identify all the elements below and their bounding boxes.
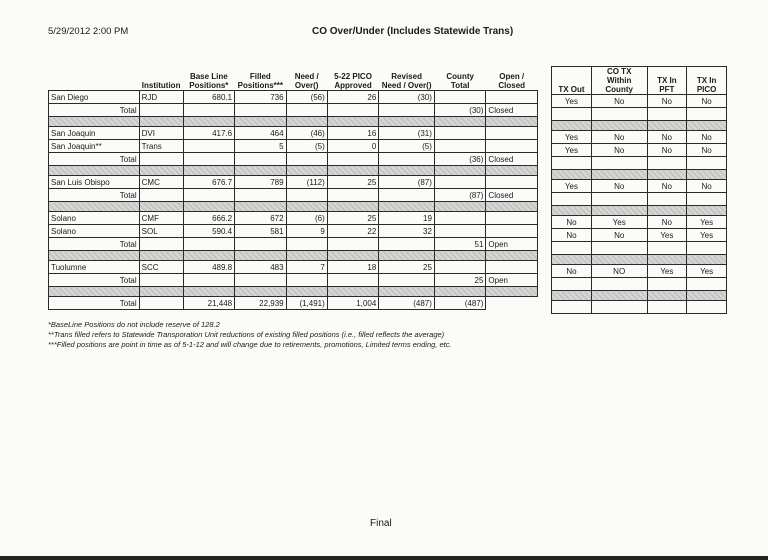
tx-pft-cell: Yes <box>647 265 687 278</box>
col-county-total: County Total <box>446 72 474 90</box>
filled-cell: 483 <box>235 261 287 274</box>
county-cell: San Joaquin <box>49 127 140 140</box>
col-pico: 5-22 PICO Approved <box>334 72 372 90</box>
col-tx-out: TX Out <box>552 67 592 95</box>
col-co-tx: CO TX Within County <box>591 67 647 95</box>
co-tx-cell: Yes <box>591 216 647 229</box>
open-closed-cell: Closed <box>486 153 538 166</box>
table-row <box>49 225 538 238</box>
co-tx-cell: NO <box>591 265 647 278</box>
separator-row <box>49 166 538 176</box>
table-row <box>552 157 727 170</box>
tx-pico-cell: No <box>687 180 727 193</box>
tx-pico-cell: Yes <box>687 265 727 278</box>
county-cell: Tuolumne <box>49 261 140 274</box>
county-cell: San Luis Obispo <box>49 176 140 189</box>
pico-cell: 25 <box>327 176 379 189</box>
table-row <box>552 242 727 255</box>
col-tx-pico: TX In PICO <box>687 67 727 95</box>
co-tx-cell: No <box>591 229 647 242</box>
county-total-cell: (87) <box>434 189 486 202</box>
co-tx-cell: No <box>591 180 647 193</box>
separator-row <box>552 291 727 301</box>
county-cell: San Joaquin** <box>49 140 140 153</box>
tx-pft-cell: No <box>647 95 687 108</box>
separator-row <box>49 287 538 297</box>
revised-cell: (30) <box>379 91 435 104</box>
bottom-border <box>0 556 768 560</box>
total-label: Total <box>49 104 140 117</box>
total-row <box>49 153 538 166</box>
pico-cell: 25 <box>327 212 379 225</box>
co-tx-cell: No <box>591 144 647 157</box>
revised-cell: 32 <box>379 225 435 238</box>
table-row <box>49 176 538 189</box>
col-filled: Filled Positions*** <box>237 72 284 90</box>
separator-row <box>49 117 538 127</box>
table-row <box>552 265 727 278</box>
revised-cell: (31) <box>379 127 435 140</box>
grand-base-cell: 21,448 <box>183 297 235 310</box>
total-label: Total <box>49 274 140 287</box>
tx-pico-cell: No <box>687 144 727 157</box>
separator-row <box>552 170 727 180</box>
base-cell: 590.4 <box>183 225 235 238</box>
table-row <box>552 193 727 206</box>
tx-out-cell: Yes <box>552 180 592 193</box>
filled-cell: 672 <box>235 212 287 225</box>
tx-pico-cell: No <box>687 131 727 144</box>
tx-pft-cell: No <box>647 144 687 157</box>
table-row <box>49 261 538 274</box>
table-row <box>552 301 727 314</box>
tx-pft-cell: No <box>647 216 687 229</box>
page-title: CO Over/Under (Includes Statewide Trans) <box>312 26 514 37</box>
footnote: ***Filled positions are point in time as of 5-1-12 and will change due to retirements, promotions, Limited terms ending, etc. <box>48 340 452 349</box>
table-row <box>49 140 538 153</box>
tx-out-cell: Yes <box>552 95 592 108</box>
filled-cell: 464 <box>235 127 287 140</box>
table-row <box>552 229 727 242</box>
col-open-closed: Open / Closed <box>498 72 526 90</box>
footer-label: Final <box>370 518 392 529</box>
pico-cell: 22 <box>327 225 379 238</box>
col-revised: Revised Need / Over() <box>381 72 432 90</box>
tx-out-cell: Yes <box>552 144 592 157</box>
separator-row <box>49 251 538 261</box>
table-row <box>552 108 727 121</box>
pico-cell: 16 <box>327 127 379 140</box>
tx-out-cell: No <box>552 216 592 229</box>
county-cell: Solano <box>49 225 140 238</box>
total-row <box>49 189 538 202</box>
need-cell: (5) <box>286 140 327 153</box>
footnote: **Trans filled refers to Statewide Transporation Unit reductions of existing filled positions (i.e., filled reflects the average) <box>48 330 445 339</box>
header-timestamp: 5/29/2012 2:00 PM <box>48 26 129 37</box>
base-cell: 666.2 <box>183 212 235 225</box>
tx-out-cell: No <box>552 265 592 278</box>
tx-pft-cell: No <box>647 180 687 193</box>
institution-cell: SCC <box>139 261 183 274</box>
pico-cell: 18 <box>327 261 379 274</box>
pico-cell: 0 <box>327 140 379 153</box>
total-label: Total <box>49 153 140 166</box>
total-row <box>49 238 538 251</box>
base-cell: 680.1 <box>183 91 235 104</box>
separator-row <box>552 121 727 131</box>
separator-row <box>552 255 727 265</box>
base-cell: 489.8 <box>183 261 235 274</box>
table-row <box>49 91 538 104</box>
tx-out-cell: Yes <box>552 131 592 144</box>
header-row <box>49 66 538 91</box>
grand-total-row <box>49 297 538 310</box>
need-cell: 9 <box>286 225 327 238</box>
grand-county-total-cell: (487) <box>434 297 486 310</box>
tx-pico-cell: No <box>687 95 727 108</box>
filled-cell: 736 <box>235 91 287 104</box>
col-institution: Institution <box>141 81 181 90</box>
need-cell: (56) <box>286 91 327 104</box>
need-cell: (6) <box>286 212 327 225</box>
need-cell: (112) <box>286 176 327 189</box>
tx-pft-cell: No <box>647 131 687 144</box>
transfer-header-row <box>552 67 727 95</box>
county-total-cell: 51 <box>434 238 486 251</box>
co-tx-cell: No <box>591 131 647 144</box>
co-tx-cell: No <box>591 95 647 108</box>
revised-cell: (5) <box>379 140 435 153</box>
pico-cell: 26 <box>327 91 379 104</box>
grand-revised-cell: (487) <box>379 297 435 310</box>
institution-cell: SOL <box>139 225 183 238</box>
open-closed-cell: Closed <box>486 104 538 117</box>
table-row <box>552 180 727 193</box>
need-cell: (46) <box>286 127 327 140</box>
total-label: Total <box>49 189 140 202</box>
institution-cell: CMC <box>139 176 183 189</box>
col-base-line: Base Line Positions* <box>189 72 229 90</box>
county-total-cell: (36) <box>434 153 486 166</box>
total-row <box>49 274 538 287</box>
table-row <box>552 95 727 108</box>
open-closed-cell: Open <box>486 274 538 287</box>
need-cell: 7 <box>286 261 327 274</box>
base-cell: 417.6 <box>183 127 235 140</box>
grand-filled-cell: 22,939 <box>235 297 287 310</box>
county-total-cell: 25 <box>434 274 486 287</box>
institution-cell: DVI <box>139 127 183 140</box>
tx-pico-cell: Yes <box>687 216 727 229</box>
open-closed-cell: Closed <box>486 189 538 202</box>
col-tx-pft: TX In PFT <box>647 67 687 95</box>
county-total-cell: (30) <box>434 104 486 117</box>
separator-row <box>552 206 727 216</box>
filled-cell: 789 <box>235 176 287 189</box>
total-label: Total <box>49 297 140 310</box>
table-row <box>49 212 538 225</box>
revised-cell: 19 <box>379 212 435 225</box>
table-row <box>49 127 538 140</box>
table-row <box>552 278 727 291</box>
footnotes <box>48 320 452 350</box>
table-row <box>552 216 727 229</box>
revised-cell: (87) <box>379 176 435 189</box>
base-cell <box>183 140 235 153</box>
col-need-over: Need / Over() <box>294 72 319 90</box>
tx-pico-cell: Yes <box>687 229 727 242</box>
grand-need-cell: (1,491) <box>286 297 327 310</box>
transfer-table <box>551 66 727 314</box>
total-label: Total <box>49 238 140 251</box>
institution-cell: CMF <box>139 212 183 225</box>
tx-out-cell: No <box>552 229 592 242</box>
open-closed-cell: Open <box>486 238 538 251</box>
table-row <box>552 144 727 157</box>
revised-cell: 25 <box>379 261 435 274</box>
footnote: *BaseLine Positions do not include reserve of 128.2 <box>48 320 220 329</box>
institution-cell: Trans <box>139 140 183 153</box>
county-cell: San Diego <box>49 91 140 104</box>
table-row <box>552 131 727 144</box>
base-cell: 676.7 <box>183 176 235 189</box>
separator-row <box>49 202 538 212</box>
county-cell: Solano <box>49 212 140 225</box>
filled-cell: 581 <box>235 225 287 238</box>
main-table <box>48 66 538 310</box>
tx-pft-cell: Yes <box>647 229 687 242</box>
grand-pico-cell: 1,004 <box>327 297 379 310</box>
filled-cell: 5 <box>235 140 287 153</box>
total-row <box>49 104 538 117</box>
institution-cell: RJD <box>139 91 183 104</box>
